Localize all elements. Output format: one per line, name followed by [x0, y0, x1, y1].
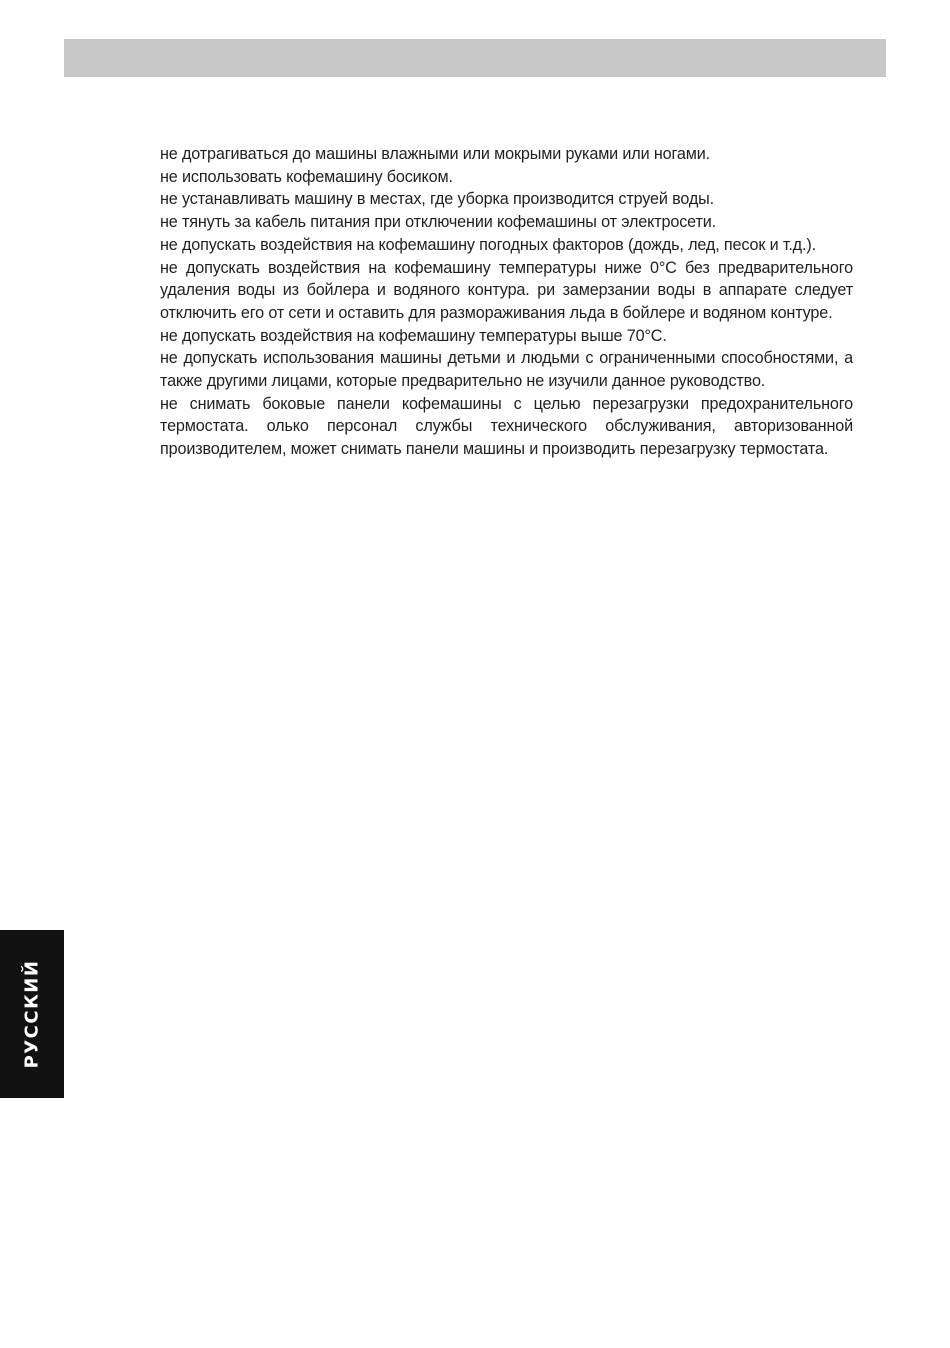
instruction-paragraph: не дотрагиваться до машины влажными или мокрыми руками или ногами.: [160, 145, 710, 163]
instruction-paragraph: не допускать воздействия на кофемашину погодных факторов (дождь, лед, песок и т.д.).: [160, 235, 816, 254]
instruction-paragraph: не допускать воздействия на кофемашину температуры выше 70°C.: [160, 326, 667, 345]
instruction-paragraph: не допускать использования машины детьми и людьми с ограниченными способностями, а также другими лицами, которые предварительно не изучили данное руководство.: [160, 349, 853, 391]
instruction-paragraph: не использовать кофемашину босиком.: [160, 167, 453, 186]
instruction-paragraph: не снимать боковые панели кофемашины с целью перезагрузки предохранительного термостата. олько персонал службы технического обслуживания, авторизованной производителем, может снимать панели машины и производить перезагрузку термостата.: [160, 394, 853, 459]
instruction-paragraph: не тянуть за кабель питания при отключении кофемашины от электросети.: [160, 213, 716, 232]
header-bar: [64, 39, 886, 77]
safety-instructions: [160, 143, 853, 461]
language-tab: [0, 930, 64, 1098]
instruction-paragraph: не допускать воздействия на кофемашину температуры ниже 0°C без предварительного удаления воды из бойлера и водяного контура. ри замерзании воды в аппарате следует отключить его от сети и оставить для размораживания льда в бойлере и водяном контуре.: [160, 258, 853, 322]
language-tab-label: РУССКИЙ: [21, 959, 43, 1069]
instruction-paragraph: не устанавливать машину в местах, где уборка производится струей воды.: [160, 190, 714, 209]
